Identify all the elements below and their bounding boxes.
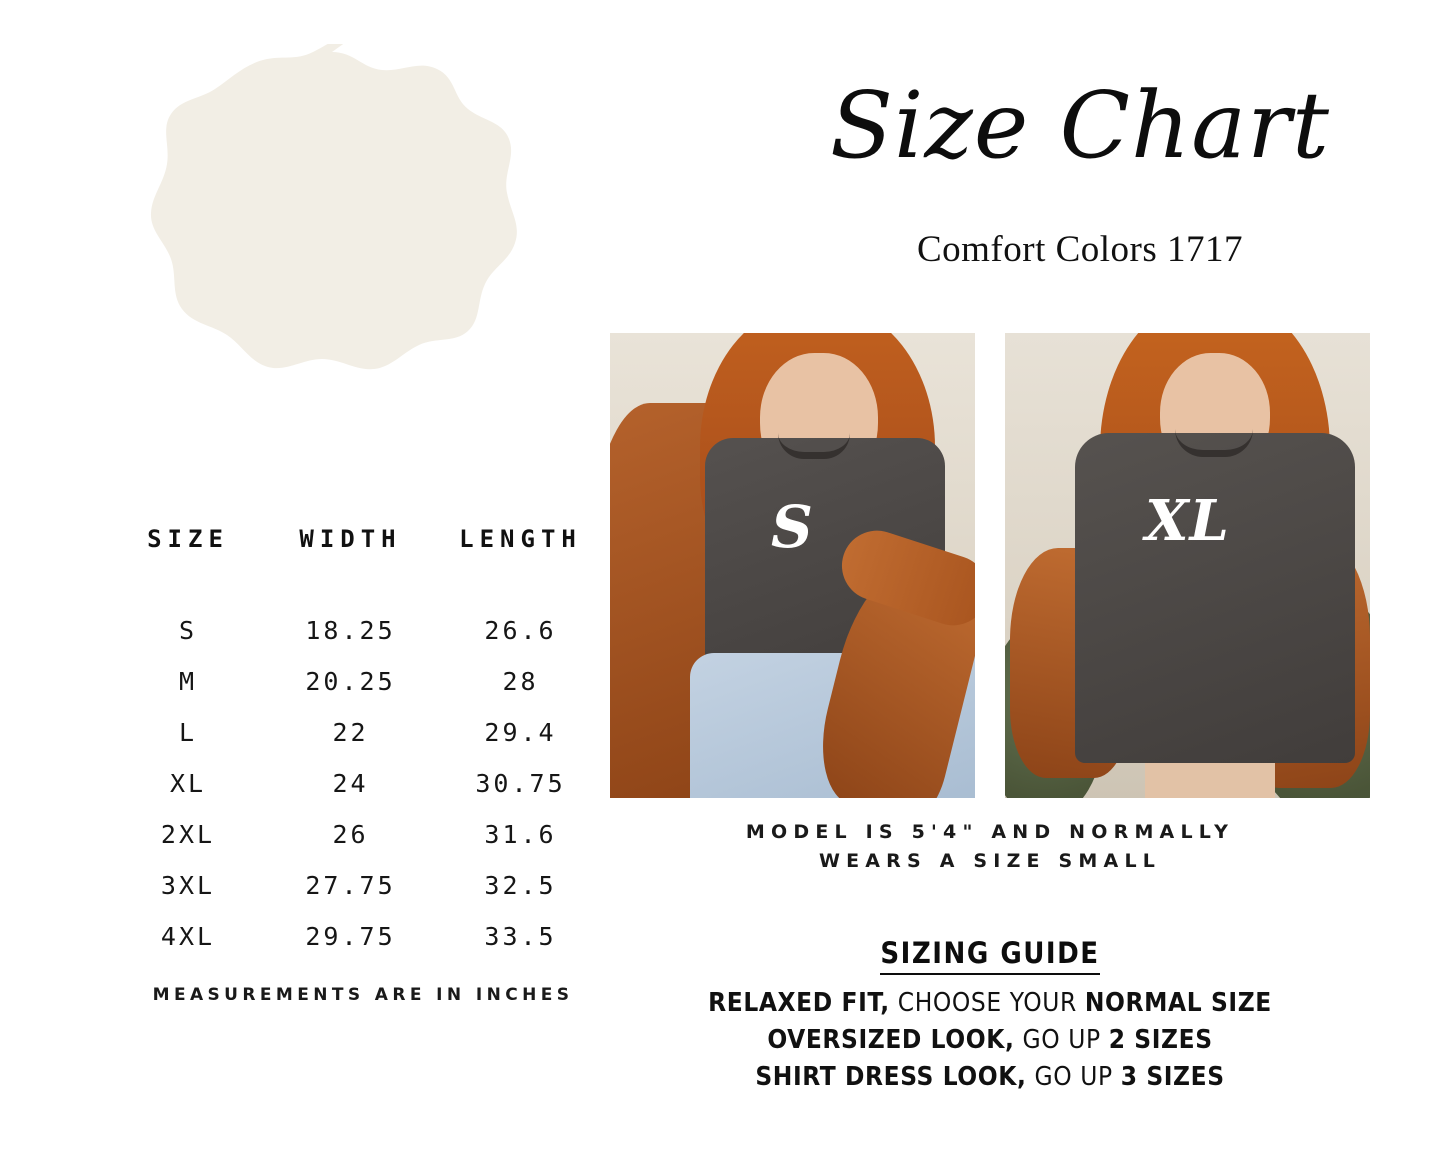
sizing-guide-lines [610,985,1370,1096]
cell-length: 26.6 [484,616,557,645]
table-row [108,809,608,860]
size-table-block [108,525,608,962]
sizing-guide-title [610,936,1370,970]
photo-model-small [610,333,975,798]
column-header-length: LENGTH [459,525,582,553]
page-title: Size Chart [829,72,1331,179]
model-note-line-2: WEARS A SIZE SMALL [818,850,1162,873]
cell-size: XL [169,769,207,798]
column-header-width: WIDTH [299,525,402,553]
table-header-row [108,525,608,605]
sizing-guide-line-2 [610,1022,1370,1059]
cell-length: 32.5 [484,871,557,900]
table-row [108,860,608,911]
guide-line-3-mid: GO UP [1026,1061,1121,1092]
shirt-size-label-xl: XL [1145,488,1230,554]
guide-line-3-bold-end: 3 SIZES [1120,1061,1225,1092]
table-row [108,707,608,758]
cell-size: S [178,616,198,645]
cell-size: L [178,718,198,747]
table-row [108,656,608,707]
table-row [108,605,608,656]
cell-size: 3XL [160,871,216,900]
model-photos [610,333,1370,798]
decorative-scalloped-blob [122,44,542,464]
cell-size: 2XL [160,820,216,849]
sizing-guide-line-3 [610,1059,1370,1096]
cell-width: 24 [332,769,369,798]
cell-size: 4XL [160,922,216,951]
sizing-guide-title-text: SIZING GUIDE [880,936,1099,975]
guide-line-2-mid: GO UP [1014,1024,1109,1055]
photo-model-xl [1005,333,1370,798]
guide-line-2-bold-start: OVERSIZED LOOK, [767,1024,1015,1055]
column-header-size: SIZE [147,525,229,553]
cell-length: 31.6 [484,820,557,849]
page-subtitle: Comfort Colors 1717 [916,229,1244,270]
cell-length: 33.5 [484,922,557,951]
table-row [108,758,608,809]
cell-size: M [178,667,198,696]
cell-width: 18.25 [305,616,396,645]
sizing-guide-line-1 [610,985,1370,1022]
guide-line-1-bold-start: RELAXED FIT, [708,988,890,1018]
cell-width: 26 [332,820,369,849]
guide-line-1-mid: CHOOSE YOUR [889,988,1085,1018]
guide-line-1-bold-end: NORMAL SIZE [1084,988,1272,1018]
cell-width: 27.75 [305,871,396,900]
guide-line-3-bold-start: SHIRT DRESS LOOK, [755,1061,1027,1092]
cell-width: 20.25 [305,667,396,696]
size-table [108,525,608,962]
cell-length: 29.4 [484,718,557,747]
cell-width: 29.75 [305,922,396,951]
cell-length: 28 [502,667,539,696]
model-note-line-1: MODEL IS 5'4" AND NORMALLY [745,821,1235,843]
model-note [610,818,1370,877]
shirt-size-label-s: S [771,493,814,561]
cell-width: 22 [332,718,369,747]
cell-length: 30.75 [475,769,566,798]
measurements-note: MEASUREMENTS ARE IN INCHES [152,985,574,1005]
table-row [108,911,608,962]
guide-line-2-bold-end: 2 SIZES [1108,1024,1213,1055]
